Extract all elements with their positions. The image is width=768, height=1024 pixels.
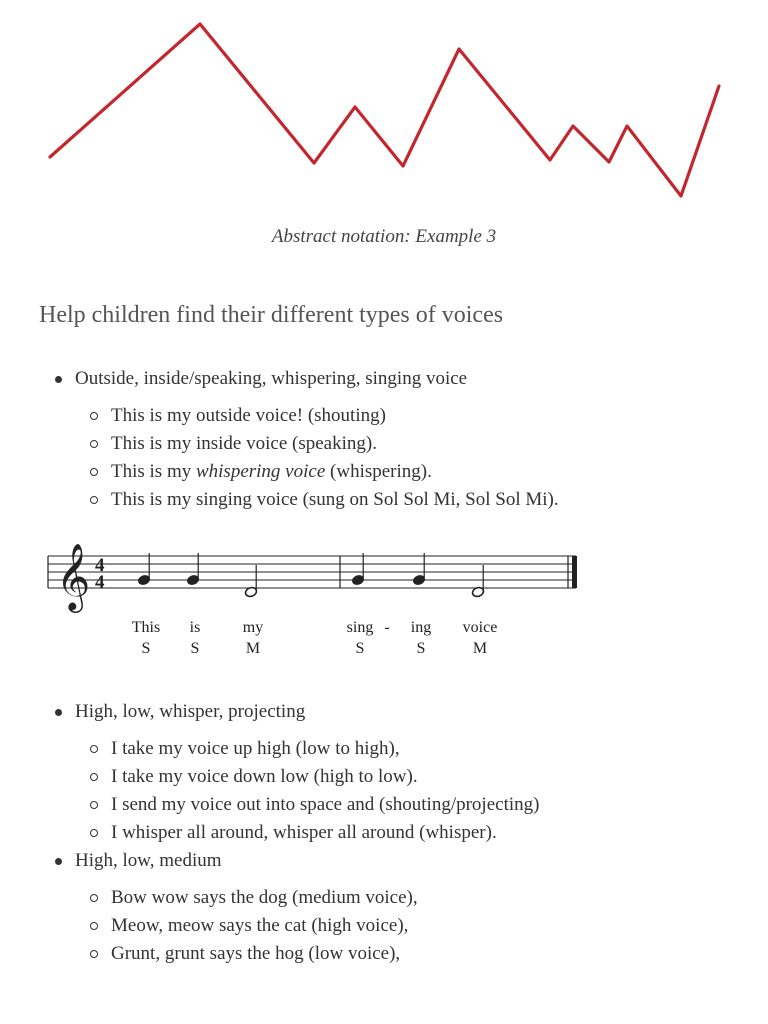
solfege-label: S (141, 640, 151, 657)
sub-list-item: This is my inside voice (speaking). (90, 430, 755, 458)
voice-exercises-list (55, 698, 755, 968)
lyric-syllable: is (189, 619, 201, 636)
solfege-label: M (472, 640, 488, 657)
contour-line (50, 24, 719, 196)
figure-caption: Abstract notation: Example 3 (271, 226, 497, 247)
solfege-label: S (416, 640, 426, 657)
time-signature-bottom: 4 (95, 572, 105, 593)
list-item (55, 847, 755, 968)
voice-types-list (55, 365, 755, 514)
sub-list (90, 884, 755, 968)
time-signature-top: 4 (95, 555, 105, 576)
music-score (0, 530, 768, 670)
list-item-text: High, low, medium (75, 850, 222, 871)
list-item (55, 365, 755, 514)
solfege-label: S (190, 640, 200, 657)
sub-list (90, 735, 755, 847)
lyric-syllable: This (131, 619, 161, 636)
lyric-syllable: my (242, 619, 264, 636)
sub-list-item: I whisper all around, whisper all around (whisper). (90, 819, 755, 847)
sub-list-item: I send my voice out into space and (shouting/projecting) (90, 791, 755, 819)
lyric-syllable: voice (462, 619, 498, 636)
lyric-hyphen: - (384, 619, 390, 636)
sub-list-item (90, 458, 755, 486)
sub-item-text: This is my (111, 461, 196, 482)
solfege-label: M (245, 640, 261, 657)
solfege-label: S (355, 640, 365, 657)
list-item-text: Outside, inside/speaking, whispering, singing voice (75, 368, 468, 389)
list-item (55, 698, 755, 847)
sub-list-item: This is my outside voice! (shouting) (90, 402, 755, 430)
list-item-text: High, low, whisper, projecting (75, 701, 306, 722)
section-heading: Help children find their different types of voices (39, 302, 504, 328)
sub-list-item: I take my voice up high (low to high), (90, 735, 755, 763)
sub-list-item: This is my singing voice (sung on Sol Sol Mi, Sol Sol Mi). (90, 486, 755, 514)
treble-clef-icon: 𝄞 (56, 544, 91, 609)
abstract-notation-contour (0, 0, 768, 215)
final-barline-thick (572, 556, 577, 588)
staff-lines (48, 556, 576, 588)
sub-item-text: (whispering). (325, 461, 432, 482)
sub-list (90, 402, 755, 514)
sub-list-item: I take my voice down low (high to low). (90, 763, 755, 791)
sub-list-item: Meow, meow says the cat (high voice), (90, 912, 755, 940)
lyric-syllable: sing (346, 619, 374, 636)
lyric-syllable: ing (410, 619, 432, 636)
sub-list-item: Grunt, grunt says the hog (low voice), (90, 940, 755, 968)
sub-item-italic: whispering voice (195, 461, 326, 482)
sub-list-item: Bow wow says the dog (medium voice), (90, 884, 755, 912)
